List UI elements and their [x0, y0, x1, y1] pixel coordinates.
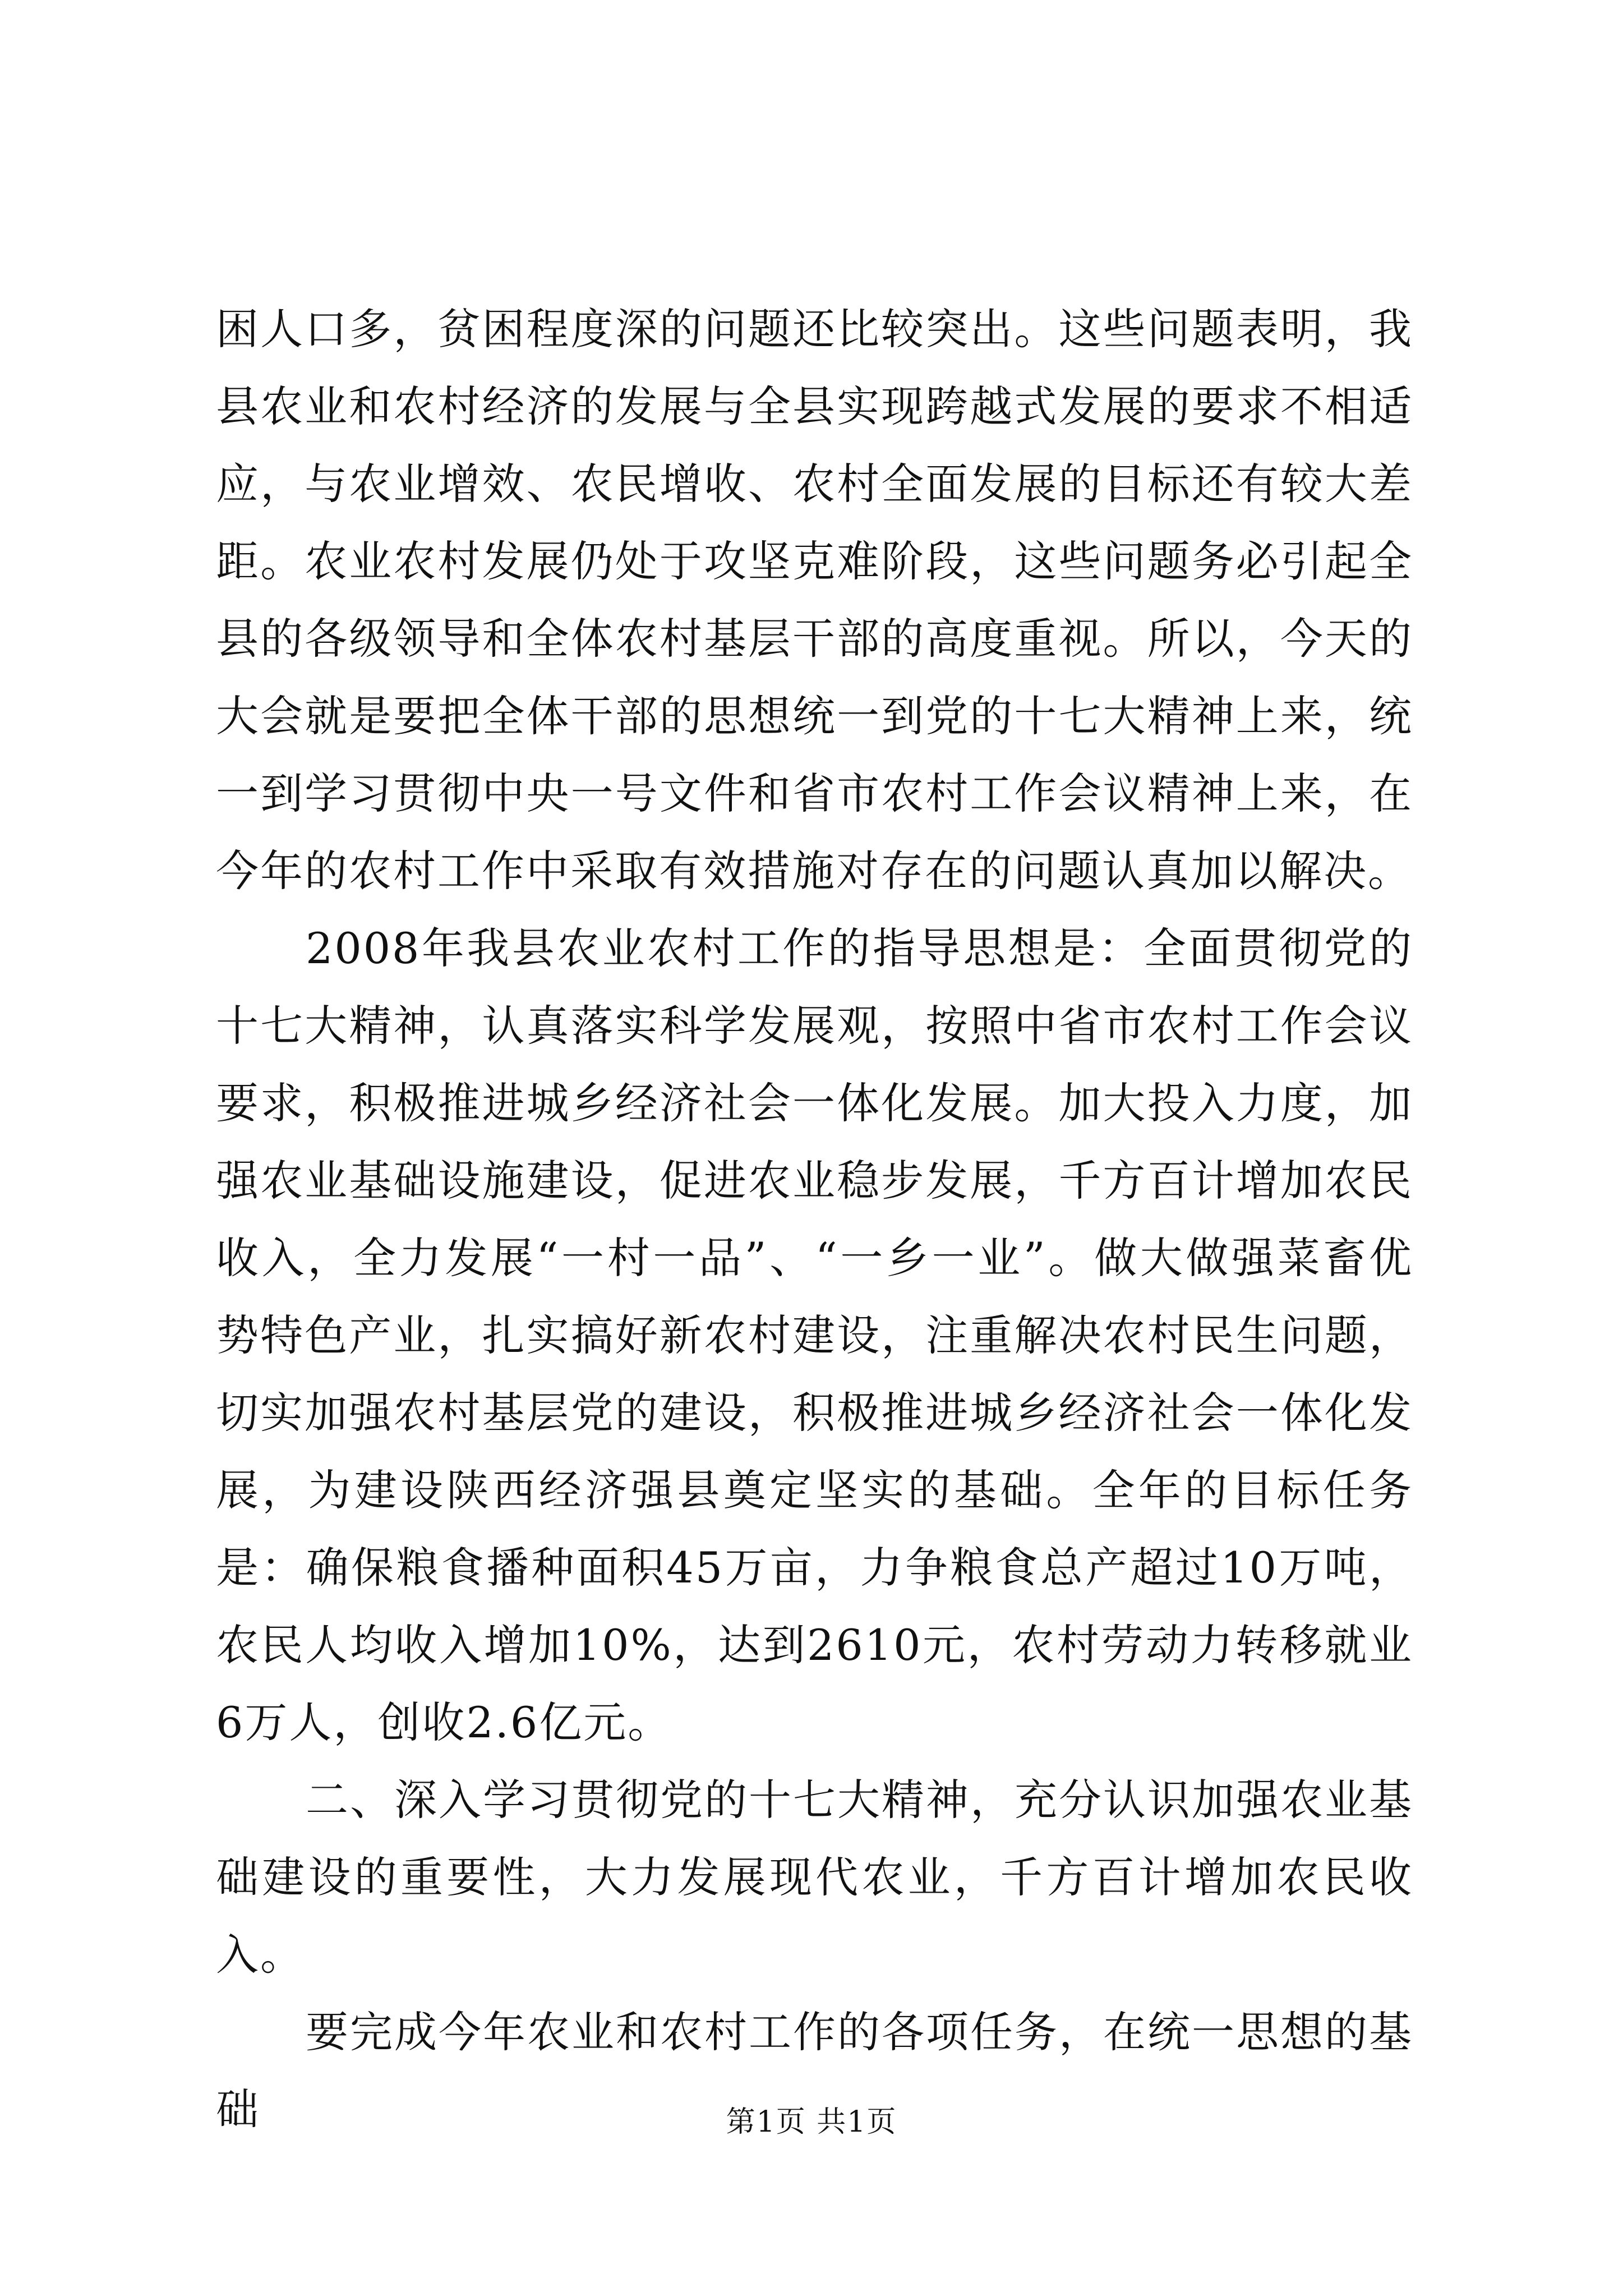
page-footer: 第1页 共1页 [726, 2105, 897, 2139]
document-body [216, 291, 1413, 2148]
section-heading-two: 二、深入学习贯彻党的十七大精神，充分认识加强农业基础建设的重要性，大力发展现代农业，千方百计增加农民收入。 [216, 1775, 1413, 1980]
paragraph-tasks-intro: 要完成今年农业和农村工作的各项任务，在统一思想的基础 [216, 2007, 1413, 2134]
paragraph-guiding-ideology: 2008年我县农业农村工作的指导思想是：全面贯彻党的十七大精神，认真落实科学发展观，按照中省市农村工作会议要求，积极推进城乡经济社会一体化发展。加大投入力度，加强农业基础设施建设，促进农业稳步发展，千方百计增加农民收入，全力发展“一村一品”、“一乡一业”。做大做强菜畜优势特色产业，扎实搞好新农村建设，注重解决农村民生问题，切实加强农村基层党的建设，积极推进城乡经济社会一体化发展，为建设陕西经济强县奠定坚实的基础。全年的目标任务是：确保粮食播种面积45万亩，力争粮食总产超过10万吨，农民人均收入增加10%，达到2610元，农村劳动力转移就业6万人，创收2.6亿元。 [216, 923, 1413, 1747]
paragraph-continuation: 困人口多，贫困程度深的问题还比较突出。这些问题表明，我县农业和农村经济的发展与全县实现跨越式发展的要求不相适应，与农业增效、农民增收、农村全面发展的目标还有较大差距。农业农村发展仍处于攻坚克难阶段，这些问题务必引起全县的各级领导和全体农村基层干部的高度重视。所以，今天的大会就是要把全体干部的思想统一到党的十七大精神上来，统一到学习贯彻中央一号文件和省市农村工作会议精神上来，在今年的农村工作中采取有效措施对存在的问题认真加以解决。 [216, 304, 1413, 896]
